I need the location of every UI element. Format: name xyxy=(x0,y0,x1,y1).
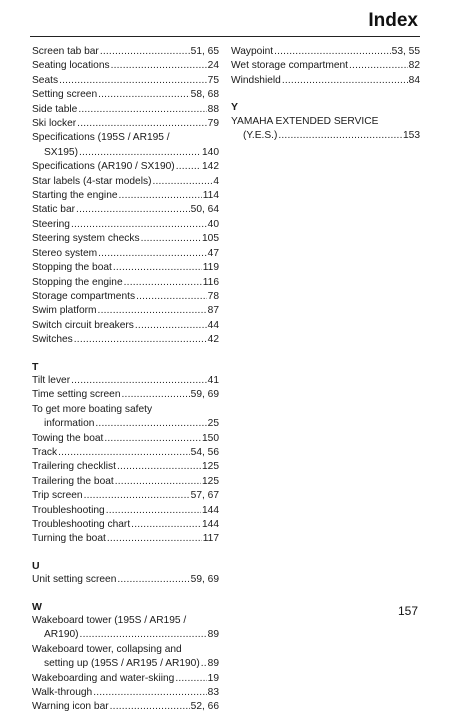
index-entry-pages: 25 xyxy=(207,418,219,430)
dot-leader xyxy=(141,232,201,246)
dot-leader xyxy=(100,45,190,59)
page-number: 157 xyxy=(397,604,418,618)
index-entry-pages: 116 xyxy=(202,276,219,288)
dot-leader xyxy=(80,628,207,642)
dot-leader xyxy=(74,333,207,347)
index-entry xyxy=(32,146,219,160)
index-entry xyxy=(32,160,219,174)
index-entry-pages: 150 xyxy=(202,432,219,444)
index-entry-pages: 50, 64 xyxy=(190,204,219,216)
dot-leader xyxy=(131,518,201,532)
index-entry-term: Switches xyxy=(32,334,73,346)
index-entry-term: Stopping the boat xyxy=(32,262,112,274)
index-column-right xyxy=(231,45,420,143)
index-entry-pages: 40 xyxy=(207,218,219,230)
dot-leader xyxy=(274,45,391,59)
index-entry-term: Seats xyxy=(32,74,59,86)
index-entry-pages: 117 xyxy=(202,533,219,545)
dot-leader xyxy=(113,261,202,275)
index-entry-pages: 153 xyxy=(403,130,420,142)
dot-leader xyxy=(78,103,206,117)
index-entry-term: Trailering the boat xyxy=(32,475,114,487)
index-entry-pages: 114 xyxy=(202,190,219,202)
dot-leader xyxy=(110,700,190,714)
section-letter-u: U xyxy=(32,559,40,572)
index-entry-pages: 4 xyxy=(213,175,219,187)
index-entry xyxy=(32,276,219,290)
index-entry-pages: 119 xyxy=(202,262,219,274)
index-entry-term: Steering xyxy=(32,218,70,230)
index-entry xyxy=(32,686,219,700)
index-entry xyxy=(32,432,219,446)
dot-leader xyxy=(76,203,190,217)
index-entry xyxy=(32,117,219,131)
index-entry-heading: Wakeboard tower (195S / AR195 / xyxy=(32,615,187,627)
index-entry xyxy=(32,475,219,489)
index-entry-term: Side table xyxy=(32,103,78,115)
index-entry-term: Track xyxy=(32,446,58,458)
index-entry-heading: Wakeboard tower, collapsing and xyxy=(32,643,182,655)
index-entry xyxy=(32,700,219,714)
index-entry xyxy=(32,573,219,587)
dot-leader xyxy=(106,504,201,518)
index-entry xyxy=(32,319,219,333)
index-entry-pages: 140 xyxy=(202,146,219,158)
index-entry xyxy=(32,59,219,73)
index-entry-term: Specifications (AR190 / SX190) xyxy=(32,161,175,173)
index-entry-term: Wakeboarding and water-skiing xyxy=(32,672,175,684)
index-entry-term: Unit setting screen xyxy=(32,574,117,586)
index-entry-term: Stereo system xyxy=(32,247,98,259)
index-entry-pages: 82 xyxy=(408,60,420,72)
index-entry xyxy=(32,304,219,318)
index-entry-term: (Y.E.S.) xyxy=(243,130,278,142)
index-entry-term: Warning icon bar xyxy=(32,701,109,713)
index-entry-term: Setting screen xyxy=(32,89,98,101)
index-entry-pages: 47 xyxy=(207,247,219,259)
index-entry-term: Static bar xyxy=(32,204,76,216)
index-entry xyxy=(32,247,219,261)
dot-leader xyxy=(58,446,190,460)
header-divider xyxy=(30,36,420,37)
dot-leader xyxy=(201,657,207,671)
dot-leader xyxy=(152,175,212,189)
index-entry xyxy=(32,290,219,304)
index-entry xyxy=(32,261,219,275)
index-entry-term: SX195) xyxy=(44,146,78,158)
dot-leader xyxy=(95,417,206,431)
dot-leader xyxy=(349,59,408,73)
index-entry-pages: 57, 67 xyxy=(190,490,219,502)
section-letter-t: T xyxy=(32,360,39,373)
index-entry xyxy=(32,446,219,460)
index-entry-term: Star labels (4-star models) xyxy=(32,175,152,187)
dot-leader xyxy=(135,319,207,333)
dot-leader xyxy=(98,247,207,261)
index-entry-term: Walk-through xyxy=(32,687,93,699)
index-entry-pages: 89 xyxy=(207,629,219,641)
index-entry-pages: 19 xyxy=(207,672,219,684)
index-entry-term: Seating locations xyxy=(32,60,110,72)
section-letter-y: Y xyxy=(231,101,239,114)
dot-leader xyxy=(111,59,207,73)
index-entry-pages: 59, 69 xyxy=(190,574,219,586)
dot-leader xyxy=(84,489,190,503)
dot-leader xyxy=(93,686,206,700)
dot-leader xyxy=(176,160,201,174)
index-entry-pages: 79 xyxy=(207,118,219,130)
index-entry xyxy=(32,460,219,474)
index-entry-term: Screen tab bar xyxy=(32,46,99,57)
index-entry xyxy=(32,232,219,246)
index-entry-term: Wet storage compartment xyxy=(231,60,349,72)
dot-leader xyxy=(77,117,206,131)
index-entry-term: setting up (195S / AR195 / AR190) xyxy=(44,658,200,670)
index-entry-pages: 88 xyxy=(207,103,219,115)
index-entry-term: Ski locker xyxy=(32,118,77,130)
index-entry xyxy=(32,518,219,532)
index-entry-pages: 24 xyxy=(207,60,219,72)
index-entry-pages: 87 xyxy=(207,305,219,317)
dot-leader xyxy=(71,374,207,388)
dot-leader xyxy=(175,672,206,686)
index-entry xyxy=(32,388,219,402)
index-entry-pages: 125 xyxy=(202,475,219,487)
index-entry xyxy=(32,74,219,88)
index-entry-pages: 142 xyxy=(202,161,219,173)
index-entry-pages: 51, 65 xyxy=(190,46,219,57)
index-entry xyxy=(32,628,219,642)
page-title: Index xyxy=(368,10,418,31)
index-entry-pages: 144 xyxy=(202,504,219,516)
index-entry-term: Trip screen xyxy=(32,490,83,502)
dot-leader xyxy=(98,304,207,318)
index-entry xyxy=(32,45,219,59)
index-entry-pages: 44 xyxy=(207,319,219,331)
index-entry xyxy=(32,532,219,546)
index-entry xyxy=(231,59,420,73)
index-entry-term: Towing the boat xyxy=(32,432,104,444)
index-entry-term: Stopping the engine xyxy=(32,276,123,288)
dot-leader xyxy=(278,129,402,143)
index-entry-term: Turning the boat xyxy=(32,533,106,545)
index-entry-pages: 83 xyxy=(207,687,219,699)
index-entry xyxy=(32,672,219,686)
index-entry-term: Switch circuit breakers xyxy=(32,319,134,331)
index-entry-term: Troubleshooting chart xyxy=(32,519,131,530)
index-entry-pages: 52, 66 xyxy=(190,701,219,713)
index-entry-heading: Specifications (195S / AR195 / xyxy=(32,132,170,144)
index-entry-term: Troubleshooting xyxy=(32,504,105,516)
dot-leader xyxy=(124,276,202,290)
index-entry-term: Tilt lever xyxy=(32,374,71,386)
index-entry-term: Waypoint xyxy=(231,46,274,57)
index-entry-pages: 78 xyxy=(207,290,219,302)
index-entry-pages: 54, 56 xyxy=(190,446,219,458)
index-entry xyxy=(32,203,219,217)
index-entry xyxy=(32,374,219,388)
index-entry xyxy=(32,189,219,203)
index-entry-term: Swim platform xyxy=(32,305,97,317)
index-entry-pages: 41 xyxy=(207,374,219,386)
index-entry-pages: 84 xyxy=(408,74,420,86)
dot-leader xyxy=(107,532,202,546)
index-entry-term: information xyxy=(44,418,95,430)
index-entry-pages: 125 xyxy=(202,461,219,473)
index-entry-pages: 59, 69 xyxy=(190,389,219,401)
dot-leader xyxy=(282,74,408,88)
index-entry-pages: 75 xyxy=(207,74,219,86)
index-entry xyxy=(231,74,420,88)
index-entry-pages: 144 xyxy=(202,519,219,530)
dot-leader xyxy=(117,460,201,474)
index-entry xyxy=(32,88,219,102)
dot-leader xyxy=(98,88,190,102)
index-entry-term: Storage compartments xyxy=(32,290,136,302)
index-entry-pages: 105 xyxy=(202,233,219,245)
index-entry-term: Time setting screen xyxy=(32,389,121,401)
index-entry xyxy=(32,417,219,431)
index-entry xyxy=(32,218,219,232)
dot-leader xyxy=(79,146,201,160)
dot-leader xyxy=(117,573,189,587)
index-entry-term: Steering system checks xyxy=(32,233,140,245)
index-entry-term: Windshield xyxy=(231,74,281,86)
index-column-left xyxy=(32,45,219,715)
index-entry xyxy=(231,45,420,59)
index-entry-term: Starting the engine xyxy=(32,190,118,202)
index-entry-pages: 53, 55 xyxy=(391,46,420,57)
index-entry-pages: 89 xyxy=(207,658,219,670)
dot-leader xyxy=(122,388,190,402)
section-letter-w: W xyxy=(32,600,42,613)
index-entry xyxy=(231,129,420,143)
index-entry-term: Trailering checklist xyxy=(32,461,116,473)
dot-leader xyxy=(104,432,201,446)
index-entry-pages: 58, 68 xyxy=(190,89,219,101)
dot-leader xyxy=(136,290,207,304)
index-entry xyxy=(32,103,219,117)
index-entry xyxy=(32,489,219,503)
index-entry xyxy=(32,333,219,347)
index-entry-term: AR190) xyxy=(44,629,79,641)
index-entry xyxy=(32,504,219,518)
dot-leader xyxy=(115,475,201,489)
index-entry-heading: YAMAHA EXTENDED SERVICE xyxy=(231,115,379,127)
dot-leader xyxy=(71,218,207,232)
dot-leader xyxy=(59,74,207,88)
index-entry xyxy=(32,175,219,189)
index-entry-heading: To get more boating safety xyxy=(32,403,153,415)
index-entry-pages: 42 xyxy=(207,334,219,346)
dot-leader xyxy=(119,189,202,203)
index-entry xyxy=(32,657,219,671)
